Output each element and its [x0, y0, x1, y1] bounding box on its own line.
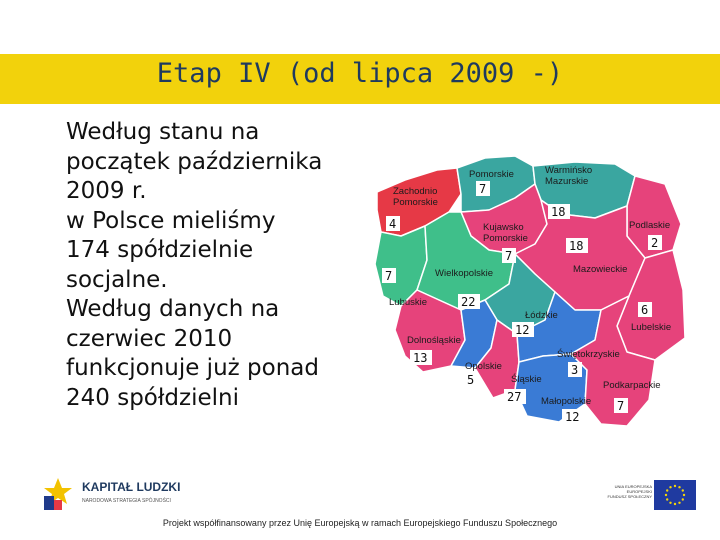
eu-star	[669, 502, 671, 504]
eu-star	[669, 486, 671, 488]
kapital-ludzki-title: KAPITAŁ LUDZKI	[82, 480, 181, 494]
region-name-wielkopolskie: Wielkopolskie	[435, 268, 494, 279]
eu-star	[682, 489, 684, 491]
region-count-warminsko-mazurskie: 18	[551, 205, 566, 219]
region-count-mazowieckie: 18	[569, 239, 584, 253]
body-line: początek października	[66, 148, 323, 175]
region-name-lodzkie: Łódzkie	[525, 310, 558, 321]
eu-star	[674, 485, 676, 487]
region-name-podlaskie: Podlaskie	[629, 220, 671, 231]
region-count-opolskie: 5	[467, 373, 475, 387]
region-count-lodzkie: 12	[515, 323, 530, 337]
region-name-warminsko-mazurskie: Warmińsko Mazurskie	[545, 165, 593, 187]
slide-title: Etap IV (od lipca 2009 -)	[156, 58, 564, 89]
eu-star	[665, 494, 667, 496]
body-line: Według danych na	[66, 296, 280, 322]
body-line: czerwiec 2010	[66, 325, 233, 352]
body-line: socjalne.	[66, 266, 168, 293]
region-count-lubuskie: 7	[385, 269, 393, 283]
region-name-kujawsko-pomorskie: Kujawsko Pomorskie	[483, 222, 528, 244]
region-name-lubuskie: Lubuskie	[389, 297, 428, 308]
eu-star	[683, 494, 685, 496]
kapital-ludzki-logo	[40, 474, 190, 518]
region-name-opolskie: Opolskie	[465, 361, 502, 372]
region-count-kujawsko-pomorskie: 7	[505, 249, 513, 263]
region-name-slaskie: Śląskie	[511, 374, 542, 385]
footer-text: Projekt współfinansowany przez Unię Europejską w ramach Europejskiego Funduszu Społecznego	[162, 518, 558, 528]
region-name-pomorskie: Pomorskie	[469, 169, 514, 180]
region-count-zachodnio-pomorskie: 4	[389, 217, 397, 231]
poland-map	[365, 140, 695, 470]
region-count-podkarpackie: 7	[617, 399, 625, 413]
region-name-lubelskie: Lubelskie	[631, 322, 672, 333]
region-count-podlaskie: 2	[651, 236, 659, 250]
body-line: funkcjonuje już ponad	[66, 355, 319, 381]
eu-star	[678, 486, 680, 488]
region-count-pomorskie: 7	[479, 182, 487, 196]
region-name-malopolskie: Małopolskie	[541, 396, 592, 407]
region-count-slaskie: 27	[507, 390, 522, 404]
region-name-podkarpackie: Podkarpackie	[603, 380, 661, 391]
eu-star	[678, 502, 680, 504]
body-line: 2009 r.	[66, 178, 147, 204]
body-line: 174 spółdzielnie	[66, 237, 254, 263]
region-count-malopolskie: 12	[565, 410, 580, 424]
region-name-zachodnio-pomorskie: Zachodnio Pomorskie	[393, 186, 438, 208]
body-line: w Polsce mieliśmy	[66, 207, 276, 234]
body-line: 240 spółdzielni	[66, 384, 239, 411]
eu-star	[666, 498, 668, 500]
region-count-wielkopolskie: 22	[461, 295, 476, 309]
region-name-swietokrzyskie: Świętokrzyskie	[557, 349, 620, 360]
region-name-dolnoslaskie: Dolnośląskie	[407, 335, 461, 346]
eu-star	[666, 489, 668, 491]
region-name-mazowieckie: Mazowieckie	[573, 264, 628, 275]
kapital-ludzki-subtitle: NARODOWA STRATEGIA SPÓJNOŚCI	[82, 498, 171, 504]
region-count-dolnoslaskie: 13	[413, 351, 428, 365]
eu-logo-text: UNIA EUROPEJSKA EUROPEJSKI FUNDUSZ SPOŁECZNY	[607, 484, 652, 499]
eu-flag-icon	[654, 480, 696, 510]
eu-star	[674, 503, 676, 505]
region-count-lubelskie: 6	[641, 303, 649, 317]
body-line: Według stanu na	[66, 119, 260, 145]
body-text	[66, 118, 366, 413]
eu-star	[682, 498, 684, 500]
region-count-swietokrzyskie: 3	[571, 363, 579, 377]
